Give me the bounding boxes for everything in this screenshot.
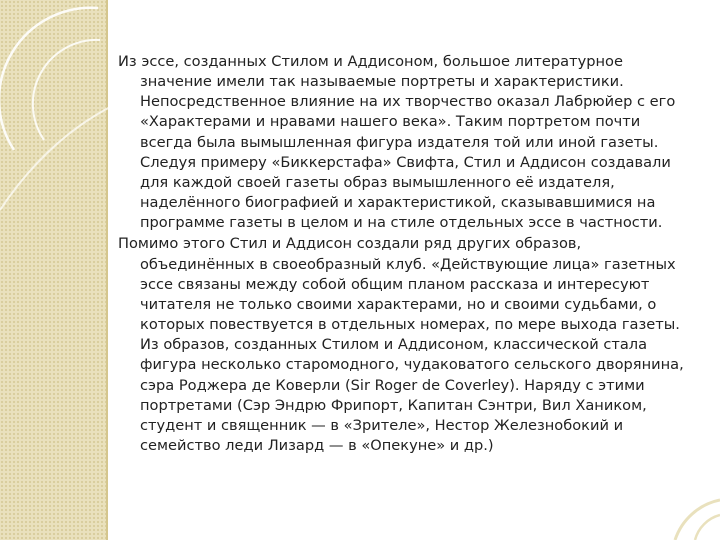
paragraph-2: Помимо этого Стил и Аддисон создали ряд других образов, объединённых в своеобразный клуб. «Действующие лица» газетных эссе связаны между собой общим планом рассказа и интересуют читателя не только своими характерами, но и своими судьбами, о которых повествуется в отдельных номерах, по мере выхода газеты. Из образов, созданных Стилом и Аддисоном, классической стала фигура несколько старомодного, чудаковатого сельского дворянина, сэра Роджера де Коверли (Sir Roger de Coverley). Наряду с этими портретами (Сэр Эндрю Фрипорт, Капитан Сэнтри, Вил Хаником, студент и священник — в «Зрителе», Нестор Железнобокий и семейство леди Лизард — в «Опекуне» и др.) [118,235,684,454]
text-body [118,52,686,456]
decorative-side-band [0,0,108,540]
paragraph-1: Из эссе, созданных Стилом и Аддисоном, большое литературное значение имели так называемые портреты и характеристики. Непосредственное влияние на их творчество оказал Лабрюйер с его «Характерами и нравами нашего века». Таким портретом почти всегда была вымышленная фигура издателя той или иной газеты. Следуя примеру «Биккерстафа» Свифта, Стил и Аддисон создавали для каждой своей газеты образ вымышленного её издателя, наделённого биографией и характеристикой, сказывавшимися на программе газеты в целом и на стиле отдельных эссе в частности. [118,53,676,232]
band-divider [106,0,108,540]
decorative-corner-arc-inner [695,515,720,540]
decorative-corner-arc [675,500,720,540]
